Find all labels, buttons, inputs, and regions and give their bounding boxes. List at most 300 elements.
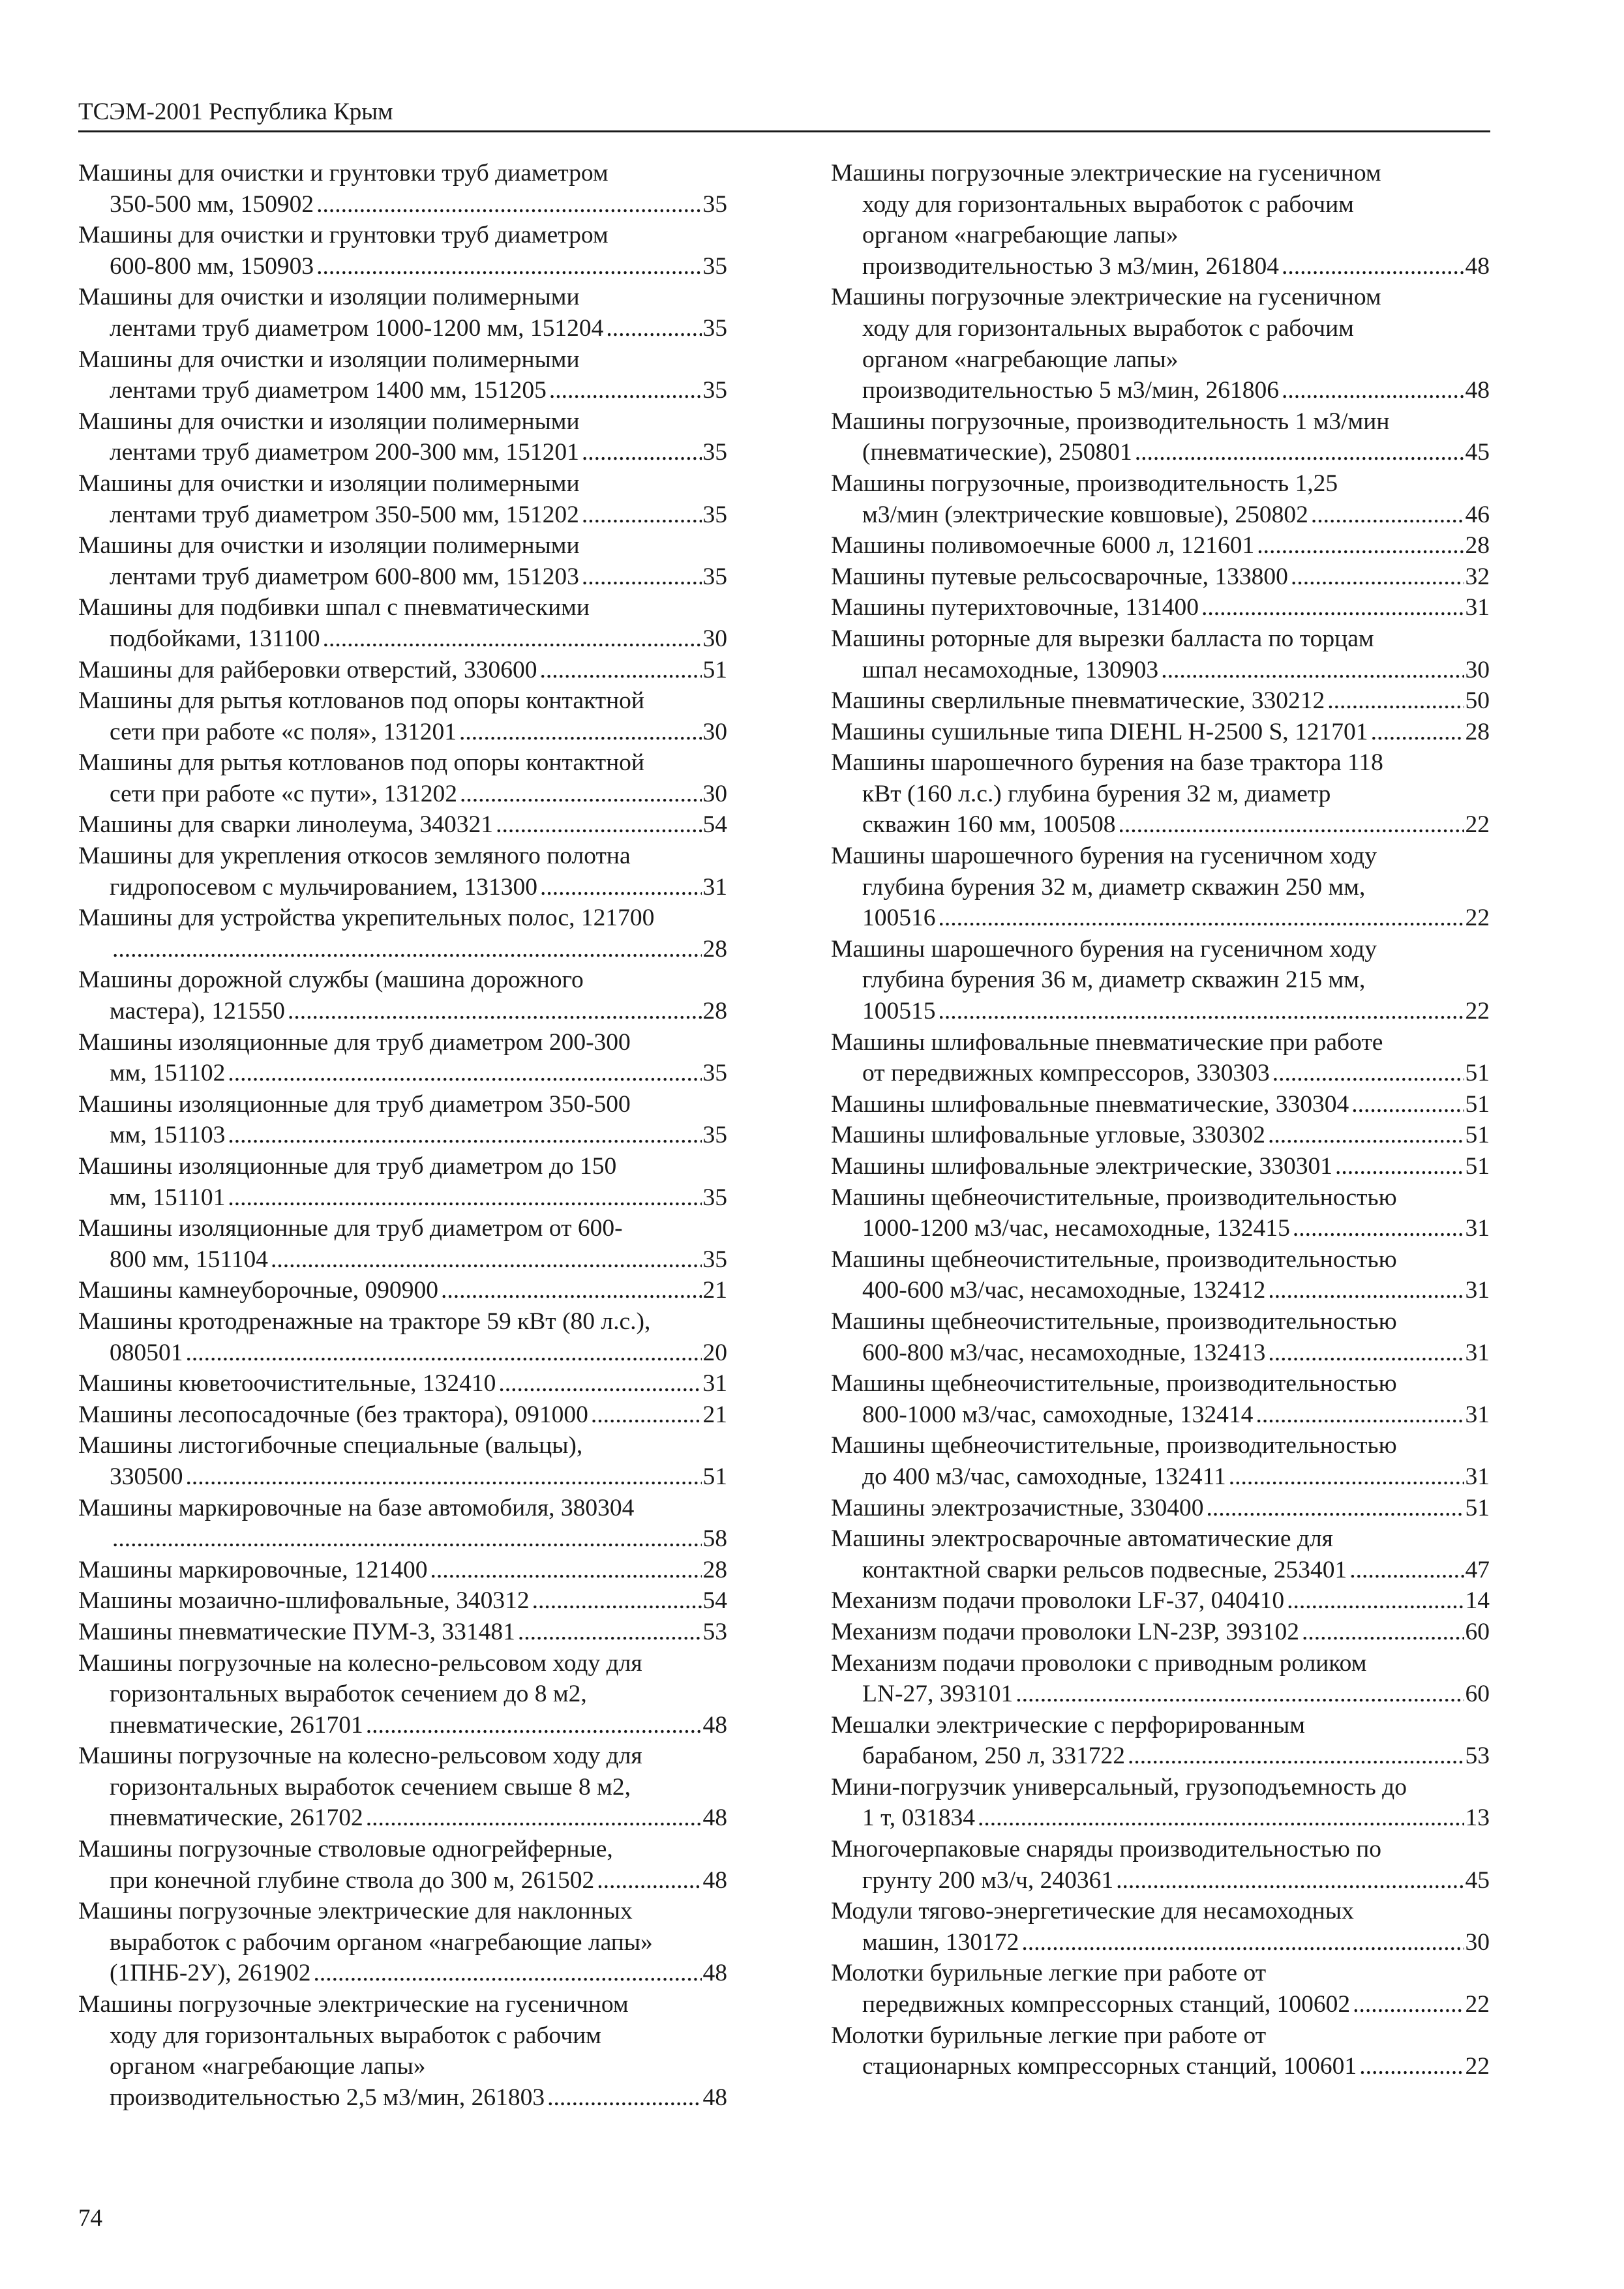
- index-entry-page: 60: [1465, 1618, 1490, 1645]
- index-entry-leader-line: [831, 809, 1490, 841]
- index-entry: [831, 468, 1490, 530]
- index-entry-page: 48: [1465, 377, 1490, 404]
- dot-leader: [112, 1523, 702, 1555]
- index-entry: [78, 841, 727, 903]
- index-entry-page: 28: [1465, 532, 1490, 560]
- index-entry-leader-line: [831, 1338, 1490, 1369]
- index-entry: [78, 903, 727, 965]
- index-entry-code: лентами труб диаметром 600-800 мм, 151203: [110, 563, 579, 590]
- dot-leader: [591, 1399, 702, 1431]
- index-entry: [831, 1834, 1490, 1896]
- index-entry-heading: Машины щебнеочистительные, производительностью: [831, 1184, 1397, 1211]
- index-entry-leader-line: [78, 1710, 727, 1741]
- index-entry-page: 35: [702, 1246, 727, 1273]
- index-entry-page: 35: [702, 1060, 727, 1087]
- index-entry-leader-line: [78, 1865, 727, 1896]
- index-entry-leader-line: [78, 1275, 727, 1306]
- index-entry-heading: Машины изоляционные для труб диаметром до 150: [78, 1153, 617, 1180]
- index-entry-continuation: горизонтальных выработок сечением до 8 м2,: [110, 1681, 587, 1708]
- dot-leader: [1287, 1585, 1464, 1617]
- index-entry: [831, 747, 1490, 841]
- index-entry-leader-line: [831, 685, 1490, 717]
- index-entry-page: 20: [702, 1339, 727, 1366]
- index-entry-code: при конечной глубине ствола до 300 м, 261502: [110, 1866, 595, 1894]
- index-entry-page: 35: [702, 1184, 727, 1211]
- index-entry-heading: Машины погрузочные стволовые одногрейферные,: [78, 1836, 613, 1863]
- index-entry-leader-line: [78, 1244, 727, 1276]
- index-entry-heading: Машины погрузочные, производительность 1 м3/мин: [831, 408, 1390, 435]
- index-entry-continuation: горизонтальных выработок сечением свыше 8 м2,: [110, 1773, 631, 1801]
- index-entry: [831, 282, 1490, 406]
- index-entry-leader-line: [78, 375, 727, 406]
- index-entry-code: сети при работе «с поля», 131201: [110, 718, 457, 745]
- index-entry-heading: Механизм подачи проволоки с приводным роликом: [831, 1649, 1367, 1677]
- index-entry-code: 100516: [862, 905, 936, 932]
- index-entry-code: Машины путерихтовочные, 131400: [831, 594, 1199, 621]
- index-entry-code: Машины электрозачистные, 330400: [831, 1494, 1204, 1521]
- index-entry-page: 14: [1465, 1587, 1490, 1615]
- index-entry-code: 100515: [862, 998, 936, 1025]
- dot-leader: [582, 437, 702, 468]
- index-entry-page: 31: [1465, 1215, 1490, 1242]
- index-entry-code: Машины лесопосадочные (без трактора), 091000: [78, 1401, 588, 1428]
- dot-leader: [540, 872, 702, 903]
- index-entry: [831, 1710, 1490, 1772]
- index-entry-page: 35: [702, 190, 727, 218]
- index-entry-code: производительностью 5 м3/мин, 261806: [862, 377, 1279, 404]
- index-entry-leader-line: [831, 530, 1490, 561]
- index-entry-page: 21: [702, 1401, 727, 1428]
- dot-leader: [1161, 655, 1464, 686]
- dot-leader: [186, 1461, 702, 1493]
- index-entry-code: Машины сверлильные пневматические, 330212: [831, 687, 1325, 715]
- index-entry: [78, 1648, 727, 1741]
- index-entry: [78, 1399, 727, 1431]
- index-entry-continuation: глубина бурения 32 м, диаметр скважин 250 мм,: [862, 873, 1366, 901]
- dot-leader: [316, 189, 701, 220]
- dot-leader: [366, 1710, 702, 1741]
- index-entry-page: 22: [1465, 2053, 1490, 2080]
- index-entry-continuation: выработок с рабочим органом «нагребающие лапы»: [110, 1928, 653, 1956]
- dot-leader: [288, 996, 702, 1027]
- index-entry-leader-line: [78, 996, 727, 1027]
- header-title: ТСЭМ-2001 Республика Крым: [78, 98, 393, 125]
- dot-leader: [186, 1338, 702, 1369]
- index-entry-page: 53: [702, 1618, 727, 1645]
- index-entry-page: 35: [702, 501, 727, 528]
- index-entry-leader-line: [831, 2051, 1490, 2082]
- index-entry-code: машин, 130172: [862, 1928, 1019, 1956]
- index-entry-leader-line: [831, 1679, 1490, 1710]
- index-entry-code: LN-27, 393101: [862, 1681, 1014, 1708]
- index-entry-leader-line: [78, 1555, 727, 1586]
- index-entry-code: 350-500 мм, 150902: [110, 190, 314, 218]
- index-entry-heading: Машины для очистки и грунтовки труб диаметром: [78, 222, 609, 249]
- dot-leader: [1282, 251, 1464, 282]
- index-entry-code: гидропосевом с мульчированием, 131300: [110, 873, 537, 901]
- index-entry: [78, 1306, 727, 1368]
- index-entry-page: 28: [1465, 718, 1490, 745]
- dot-leader: [228, 1120, 701, 1151]
- index-entry-code: скважин 160 мм, 100508: [862, 811, 1116, 839]
- index-entry-code: Механизм подачи проволоки LN-23P, 393102: [831, 1618, 1300, 1645]
- index-entry: [831, 530, 1490, 561]
- index-entry: [78, 809, 727, 841]
- index-entry-page: 31: [702, 873, 727, 901]
- index-entry: [831, 717, 1490, 748]
- index-entry-leader-line: [831, 717, 1490, 748]
- index-entry-code: до 400 м3/час, самоходные, 132411: [862, 1463, 1226, 1490]
- index-entry: [831, 406, 1490, 468]
- index-entry: [78, 468, 727, 530]
- dot-leader: [939, 996, 1464, 1027]
- index-entry-code: Машины кюветоочистительные, 132410: [78, 1370, 496, 1398]
- index-entry-heading: Машины для очистки и изоляции полимерными: [78, 532, 580, 560]
- index-entry-code: пневматические, 261702: [110, 1804, 363, 1832]
- index-entry-page: 48: [702, 1866, 727, 1894]
- index-entry-continuation: органом «нагребающие лапы»: [862, 222, 1179, 249]
- index-entry-leader-line: [78, 1803, 727, 1834]
- index-entry-heading: Машины для подбивки шпал с пневматическими: [78, 594, 590, 621]
- index-entry-leader-line: [831, 561, 1490, 593]
- index-entry-heading: Машины для очистки и грунтовки труб диаметром: [78, 160, 609, 187]
- index-entry-heading: Мешалки электрические с перфорированным: [831, 1711, 1306, 1739]
- index-entry-page: 48: [702, 1960, 727, 1987]
- index-entry-heading: Машины дорожной службы (машина дорожного: [78, 966, 584, 994]
- index-entry-heading: Машины шарошечного бурения на гусеничном ходу: [831, 843, 1377, 870]
- dot-leader: [1327, 685, 1464, 717]
- index-entry: [78, 1151, 727, 1213]
- index-entry-leader-line: [831, 1058, 1490, 1089]
- index-entry-heading: Машины погрузочные электрические на гусеничном: [831, 160, 1381, 187]
- dot-leader: [228, 1058, 701, 1089]
- dot-leader: [1268, 1338, 1464, 1369]
- index-entry-code: (пневматические), 250801: [862, 439, 1132, 466]
- dot-leader: [1257, 530, 1464, 561]
- index-entry: [831, 1306, 1490, 1368]
- index-entry-page: 35: [702, 563, 727, 590]
- index-entry-leader-line: [78, 437, 727, 468]
- index-entry-code: Машины шлифовальные пневматические, 330304: [831, 1090, 1349, 1118]
- index-entry-code: 600-800 м3/час, несамоходные, 132413: [862, 1339, 1266, 1366]
- index-entry-page: 51: [1465, 1153, 1490, 1180]
- index-entry-page: 30: [702, 718, 727, 745]
- dot-leader: [582, 500, 702, 531]
- index-entry-heading: Машины для очистки и изоляции полимерными: [78, 470, 580, 497]
- index-entry-heading: Молотки бурильные легкие при работе от: [831, 1960, 1267, 1987]
- index-entry: [831, 1958, 1490, 2020]
- index-entry-leader-line: [831, 1151, 1490, 1182]
- index-entry: [831, 1368, 1490, 1430]
- index-entry-leader-line: [831, 1927, 1490, 1958]
- index-entry-heading: Машины для рытья котлованов под опоры контактной: [78, 749, 644, 777]
- index-entry-code: от передвижных компрессоров, 330303: [862, 1060, 1270, 1087]
- index-entry-page: 45: [1465, 1866, 1490, 1894]
- index-entry-page: 13: [1465, 1804, 1490, 1832]
- index-entry-page: 58: [702, 1525, 727, 1553]
- index-entry-page: 35: [702, 314, 727, 342]
- index-entry-leader-line: [78, 872, 727, 903]
- index-entry-code: передвижных компрессорных станций, 100602: [862, 1991, 1351, 2018]
- dot-leader: [1268, 1275, 1464, 1306]
- index-entry-leader-line: [831, 1741, 1490, 1772]
- index-entry-page: 35: [702, 439, 727, 466]
- index-entry-leader-line: [78, 779, 727, 810]
- index-entry-leader-line: [78, 623, 727, 655]
- index-entry-leader-line: [78, 1958, 727, 1989]
- index-entry-leader-line: [831, 1865, 1490, 1896]
- index-entry: [831, 1523, 1490, 1585]
- index-entry-heading: Машины изоляционные для труб диаметром 200-300: [78, 1028, 631, 1056]
- index-entry-leader-line: [78, 1617, 727, 1648]
- index-entry-leader-line: [831, 1989, 1490, 2020]
- index-entry: [831, 1089, 1490, 1120]
- index-entry-page: 30: [702, 780, 727, 807]
- index-entry: [831, 592, 1490, 623]
- index-entry: [78, 747, 727, 809]
- index-entry-code: лентами труб диаметром 200-300 мм, 151201: [110, 439, 579, 466]
- index-entry-code: производительностью 2,5 м3/мин, 261803: [110, 2084, 545, 2111]
- dot-leader: [1207, 1493, 1464, 1524]
- index-entry-leader-line: [78, 1461, 727, 1493]
- dot-leader: [1359, 2051, 1464, 2082]
- dot-leader: [323, 623, 702, 655]
- index-entry: [831, 2020, 1490, 2082]
- index-entry-leader-line: [831, 655, 1490, 686]
- index-entry-page: 22: [1465, 1991, 1490, 2018]
- index-entry-heading: Машины для укрепления откосов земляного полотна: [78, 843, 631, 870]
- index-entry-page: 30: [702, 625, 727, 652]
- index-entry-leader-line: [78, 1338, 727, 1369]
- dot-leader: [978, 1803, 1464, 1834]
- index-entry-leader-line: [831, 1555, 1490, 1586]
- index-entry-heading: Машины погрузочные электрические на гусеничном: [78, 1991, 629, 2018]
- page-number: 74: [78, 2205, 102, 2232]
- index-entry-heading: Машины щебнеочистительные, производительностью: [831, 1370, 1397, 1398]
- index-entry-heading: Машины щебнеочистительные, производительностью: [831, 1432, 1397, 1459]
- index-entry-page: 48: [702, 2084, 727, 2111]
- dot-leader: [1201, 592, 1464, 623]
- index-entry-page: 22: [1465, 998, 1490, 1025]
- index-entry: [78, 655, 727, 686]
- index-entry-code: 330500: [110, 1463, 183, 1490]
- index-entry-heading: Молотки бурильные легкие при работе от: [831, 2022, 1267, 2049]
- dot-leader: [1116, 1865, 1464, 1896]
- index-entry-heading: Машины для очистки и изоляции полимерными: [78, 346, 580, 373]
- index-entry-page: 45: [1465, 439, 1490, 466]
- index-column-left: [78, 158, 727, 2113]
- dot-leader: [460, 779, 701, 810]
- index-entry-page: 48: [702, 1804, 727, 1832]
- index-entry: [831, 158, 1490, 282]
- dot-leader: [1128, 1741, 1464, 1772]
- index-entry: [831, 1896, 1490, 1958]
- index-entry-leader-line: [831, 500, 1490, 531]
- index-entry-code: мастера), 121550: [110, 998, 285, 1025]
- index-entry: [831, 841, 1490, 934]
- index-entry: [831, 1244, 1490, 1306]
- index-entry-code: м3/мин (электрические ковшовые), 250802: [862, 501, 1308, 528]
- index-entry-leader-line: [831, 375, 1490, 406]
- index-entry-code: мм, 151102: [110, 1060, 226, 1087]
- index-entry-leader-line: [831, 1399, 1490, 1431]
- index-entry-page: 48: [1465, 252, 1490, 280]
- index-entry: [831, 1617, 1490, 1648]
- index-entry-heading: Машины шарошечного бурения на базе трактора 118: [831, 749, 1383, 777]
- index-entry: [831, 623, 1490, 685]
- dot-leader: [540, 655, 702, 686]
- index-entry-leader-line: [831, 1585, 1490, 1617]
- index-entry-leader-line: [78, 2082, 727, 2114]
- index-entry-leader-line: [831, 996, 1490, 1027]
- index-entry-code: Машины пневматические ПУМ-3, 331481: [78, 1618, 515, 1645]
- index-entry: [831, 1027, 1490, 1089]
- index-entry-continuation: органом «нагребающие лапы»: [110, 2053, 426, 2080]
- index-entry-heading: Машины погрузочные электрические для наклонных: [78, 1898, 633, 1925]
- dot-leader: [1291, 561, 1464, 593]
- dot-leader: [1335, 1151, 1464, 1182]
- index-entry: [78, 1896, 727, 1989]
- index-entry: [831, 685, 1490, 717]
- index-entry-page: 51: [1465, 1090, 1490, 1118]
- index-entry-code: сети при работе «с пути», 131202: [110, 780, 458, 807]
- index-entry-code: подбойками, 131100: [110, 625, 320, 652]
- index-entry-code: 800-1000 м3/час, самоходные, 132414: [862, 1401, 1254, 1428]
- index-entry-code: Машины мозаично-шлифовальные, 340312: [78, 1587, 530, 1615]
- index-entry-leader-line: [831, 1275, 1490, 1306]
- index-entry-code: контактной сварки рельсов подвесные, 253401: [862, 1556, 1347, 1583]
- index-entry-heading: Машины маркировочные на базе автомобиля, 380304: [78, 1494, 635, 1521]
- index-entry-page: 28: [702, 1556, 727, 1583]
- index-entry-code: мм, 151103: [110, 1122, 226, 1149]
- dot-leader: [1293, 1213, 1464, 1244]
- index-entry: [78, 406, 727, 468]
- index-entry-code: Машины для райберовки отверстий, 330600: [78, 656, 537, 683]
- index-entry-code: 080501: [110, 1339, 183, 1366]
- index-entry-heading: Мини-погрузчик универсальный, грузоподъемность до: [831, 1773, 1407, 1801]
- dot-leader: [366, 1803, 702, 1834]
- index-entry-leader-line: [78, 251, 727, 282]
- index-entry-code: 600-800 мм, 150903: [110, 252, 314, 280]
- index-entry-continuation: глубина бурения 36 м, диаметр скважин 215 мм,: [862, 966, 1366, 994]
- index-entry-page: 35: [702, 377, 727, 404]
- index-entry: [831, 1772, 1490, 1834]
- index-entry-code: Машины поливомоечные 6000 л, 121601: [831, 532, 1255, 560]
- index-entry: [831, 1585, 1490, 1617]
- dot-leader: [597, 1865, 701, 1896]
- dot-leader: [1135, 437, 1464, 468]
- index-entry-heading: Машины щебнеочистительные, производительностью: [831, 1246, 1397, 1273]
- dot-leader: [1311, 500, 1464, 531]
- index-entry-heading: Машины роторные для вырезки балласта по торцам: [831, 625, 1374, 652]
- dot-leader: [1021, 1927, 1464, 1958]
- index-entry: [78, 592, 727, 654]
- index-entry-page: 60: [1465, 1681, 1490, 1708]
- index-entry: [78, 1741, 727, 1834]
- index-entry-code: производительностью 3 м3/мин, 261804: [862, 252, 1279, 280]
- index-entry: [78, 1213, 727, 1275]
- dot-leader: [1229, 1461, 1464, 1493]
- index-entry-heading: Машины шлифовальные пневматические при работе: [831, 1028, 1383, 1056]
- index-entry-page: 51: [1465, 1494, 1490, 1521]
- dot-leader: [1256, 1399, 1464, 1431]
- index-entry-leader-line: [831, 903, 1490, 934]
- index-entry-heading: Машины изоляционные для труб диаметром от 600-: [78, 1215, 623, 1242]
- index-entry-page: 47: [1465, 1556, 1490, 1583]
- index-entry-heading: Многочерпаковые снаряды производительностью по: [831, 1836, 1382, 1863]
- index-entry-page: 54: [702, 811, 727, 839]
- index-entry-leader-line: [78, 313, 727, 344]
- index-column-right: [831, 158, 1490, 2082]
- index-entry: [78, 158, 727, 220]
- index-entry-page: 51: [1465, 1122, 1490, 1149]
- index-entry: [78, 1368, 727, 1399]
- index-entry-page: 30: [1465, 1928, 1490, 1956]
- index-entry-heading: Машины погрузочные электрические на гусеничном: [831, 284, 1381, 311]
- index-entry: [78, 1585, 727, 1617]
- dot-leader: [271, 1244, 702, 1276]
- dot-leader: [498, 1368, 701, 1399]
- index-entry-heading: Машины изоляционные для труб диаметром 350-500: [78, 1090, 631, 1118]
- index-entry: [78, 1089, 727, 1151]
- index-entry: [831, 1430, 1490, 1492]
- index-entry: [78, 1555, 727, 1586]
- index-entry-leader-line: [78, 1399, 727, 1431]
- index-entry-code: мм, 151101: [110, 1184, 226, 1211]
- dot-leader: [547, 2082, 701, 2114]
- index-entry-leader-line: [831, 1617, 1490, 1648]
- index-entry-leader-line: [78, 934, 727, 965]
- index-entry-code: 1 т, 031834: [862, 1804, 975, 1832]
- index-entry: [78, 1617, 727, 1648]
- dot-leader: [496, 809, 701, 841]
- index-entry: [78, 1430, 727, 1492]
- index-entry-page: 21: [702, 1277, 727, 1304]
- index-entry-code: (1ПНБ-2У), 261902: [110, 1960, 311, 1987]
- index-entry: [78, 1493, 727, 1555]
- index-entry-code: Машины шлифовальные угловые, 330302: [831, 1122, 1266, 1149]
- index-entry-leader-line: [78, 561, 727, 593]
- index-entry: [78, 685, 727, 747]
- index-entry-leader-line: [78, 809, 727, 841]
- dot-leader: [112, 934, 702, 965]
- index-entry-page: 35: [702, 1122, 727, 1149]
- index-entry-page: 48: [702, 1711, 727, 1739]
- index-entry: [78, 344, 727, 406]
- index-entry-code: барабаном, 250 л, 331722: [862, 1743, 1126, 1770]
- index-entry-leader-line: [78, 1120, 727, 1151]
- index-entry-leader-line: [78, 1058, 727, 1089]
- index-entry-code: Машины для сварки линолеума, 340321: [78, 811, 494, 839]
- index-entry: [78, 1275, 727, 1306]
- index-entry-code: Механизм подачи проволоки LF-37, 040410: [831, 1587, 1285, 1615]
- dot-leader: [1353, 1989, 1464, 2020]
- index-entry-heading: Машины кротодренажные на тракторе 59 кВт (80 л.с.),: [78, 1308, 651, 1335]
- index-entry-page: 28: [702, 935, 727, 963]
- index-entry-code: 400-600 м3/час, несамоходные, 132412: [862, 1277, 1266, 1304]
- dot-leader: [1272, 1058, 1464, 1089]
- dot-leader: [1351, 1089, 1464, 1120]
- index-entry: [831, 934, 1490, 1027]
- index-entry-leader-line: [78, 655, 727, 686]
- dot-leader: [532, 1585, 702, 1617]
- dot-leader: [939, 903, 1464, 934]
- index-entry-code: стационарных компрессорных станций, 100601: [862, 2053, 1357, 2080]
- index-entry-code: шпал несамоходные, 130903: [862, 656, 1159, 683]
- index-entry-leader-line: [78, 500, 727, 531]
- index-entry-leader-line: [831, 251, 1490, 282]
- index-entry: [78, 965, 727, 1026]
